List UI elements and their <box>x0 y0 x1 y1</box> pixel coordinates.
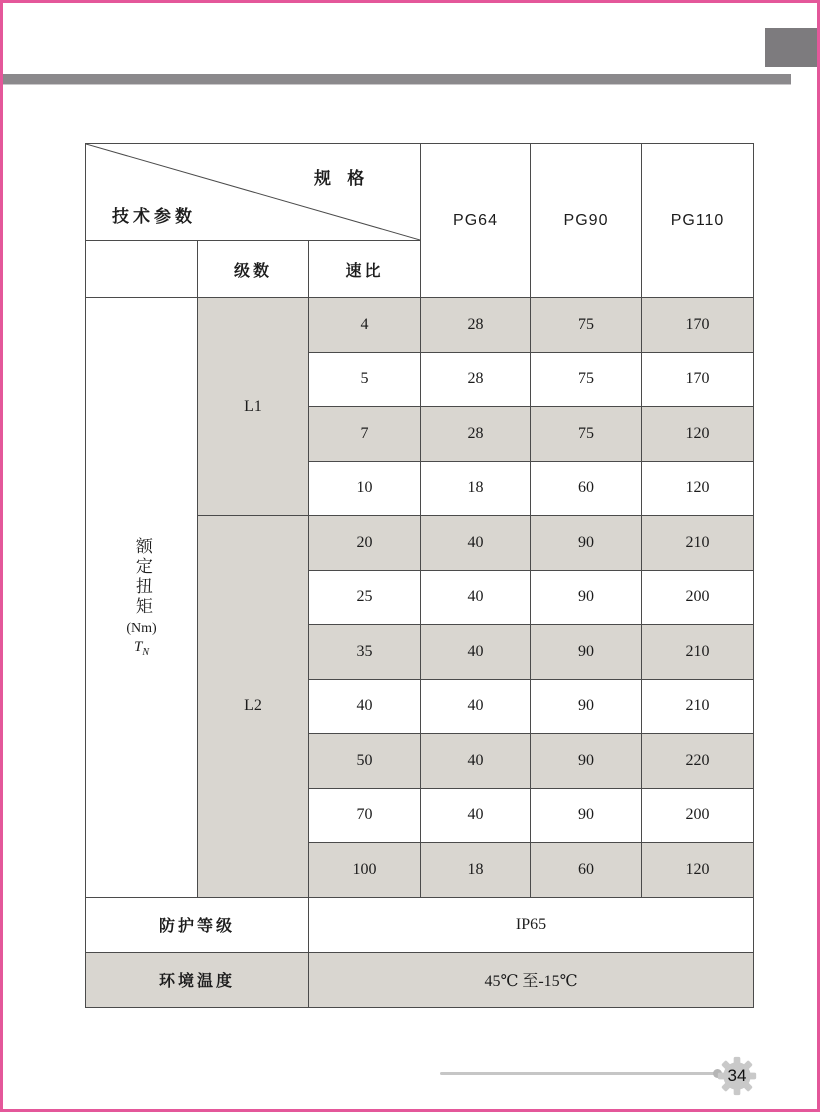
value-cell: 40 <box>421 625 531 680</box>
value-cell: 120 <box>642 461 754 516</box>
value-cell: 90 <box>531 734 642 789</box>
ratio-cell: 5 <box>309 352 421 407</box>
gear-badge <box>717 1056 757 1096</box>
stage-cell-l2: L2 <box>198 516 309 898</box>
value-cell: 170 <box>642 352 754 407</box>
value-cell: 75 <box>531 352 642 407</box>
value-cell: 220 <box>642 734 754 789</box>
value-cell: 210 <box>642 625 754 680</box>
ratio-cell: 4 <box>309 298 421 353</box>
value-cell: 40 <box>421 570 531 625</box>
top-bar-decoration <box>3 74 791 85</box>
value-cell: 120 <box>642 407 754 462</box>
ratio-cell: 100 <box>309 843 421 898</box>
value-cell: 40 <box>421 679 531 734</box>
col-header-pg110: PG110 <box>642 144 754 298</box>
ratio-cell: 35 <box>309 625 421 680</box>
ambient-temperature-label: 环境温度 <box>86 952 309 1007</box>
value-cell: 90 <box>531 788 642 843</box>
stage-cell-l1: L1 <box>198 298 309 516</box>
value-cell: 90 <box>531 679 642 734</box>
protection-class-value: IP65 <box>309 897 754 952</box>
ratio-cell: 70 <box>309 788 421 843</box>
ratio-cell: 20 <box>309 516 421 571</box>
value-cell: 75 <box>531 407 642 462</box>
ratio-cell: 40 <box>309 679 421 734</box>
corner-bottom-label: 技术参数 <box>112 207 196 226</box>
value-cell: 200 <box>642 570 754 625</box>
value-cell: 18 <box>421 843 531 898</box>
value-cell: 60 <box>531 843 642 898</box>
value-cell: 90 <box>531 625 642 680</box>
col-header-pg64: PG64 <box>421 144 531 298</box>
torque-symbol: $T_N$ <box>133 638 149 658</box>
subheader-stages: 级数 <box>198 241 309 298</box>
torque-vertical-label: 额定扭矩 <box>132 536 152 617</box>
value-cell: 90 <box>531 570 642 625</box>
corner-header-cell <box>86 144 421 241</box>
torque-unit: (Nm) <box>126 620 157 636</box>
value-cell: 210 <box>642 516 754 571</box>
footer-rule <box>440 1072 717 1075</box>
col-header-pg90: PG90 <box>531 144 642 298</box>
value-cell: 40 <box>421 788 531 843</box>
value-cell: 60 <box>531 461 642 516</box>
spec-table <box>85 143 754 1008</box>
ratio-cell: 10 <box>309 461 421 516</box>
value-cell: 120 <box>642 843 754 898</box>
ratio-cell: 7 <box>309 407 421 462</box>
value-cell: 28 <box>421 298 531 353</box>
value-cell: 210 <box>642 679 754 734</box>
value-cell: 28 <box>421 407 531 462</box>
corner-square-decoration <box>765 28 817 67</box>
torque-header-cell <box>86 298 198 898</box>
value-cell: 40 <box>421 734 531 789</box>
value-cell: 28 <box>421 352 531 407</box>
ratio-cell: 50 <box>309 734 421 789</box>
corner-top-label: 规 格 <box>314 169 371 188</box>
value-cell: 18 <box>421 461 531 516</box>
subheader-empty-cell <box>86 241 198 298</box>
value-cell: 200 <box>642 788 754 843</box>
value-cell: 75 <box>531 298 642 353</box>
value-cell: 40 <box>421 516 531 571</box>
ratio-cell: 25 <box>309 570 421 625</box>
value-cell: 90 <box>531 516 642 571</box>
page-number: 34 <box>727 1066 747 1085</box>
subheader-ratio: 速比 <box>309 241 421 298</box>
ambient-temperature-value: 45℃ 至-15℃ <box>309 952 754 1007</box>
value-cell: 170 <box>642 298 754 353</box>
protection-class-label: 防护等级 <box>86 897 309 952</box>
